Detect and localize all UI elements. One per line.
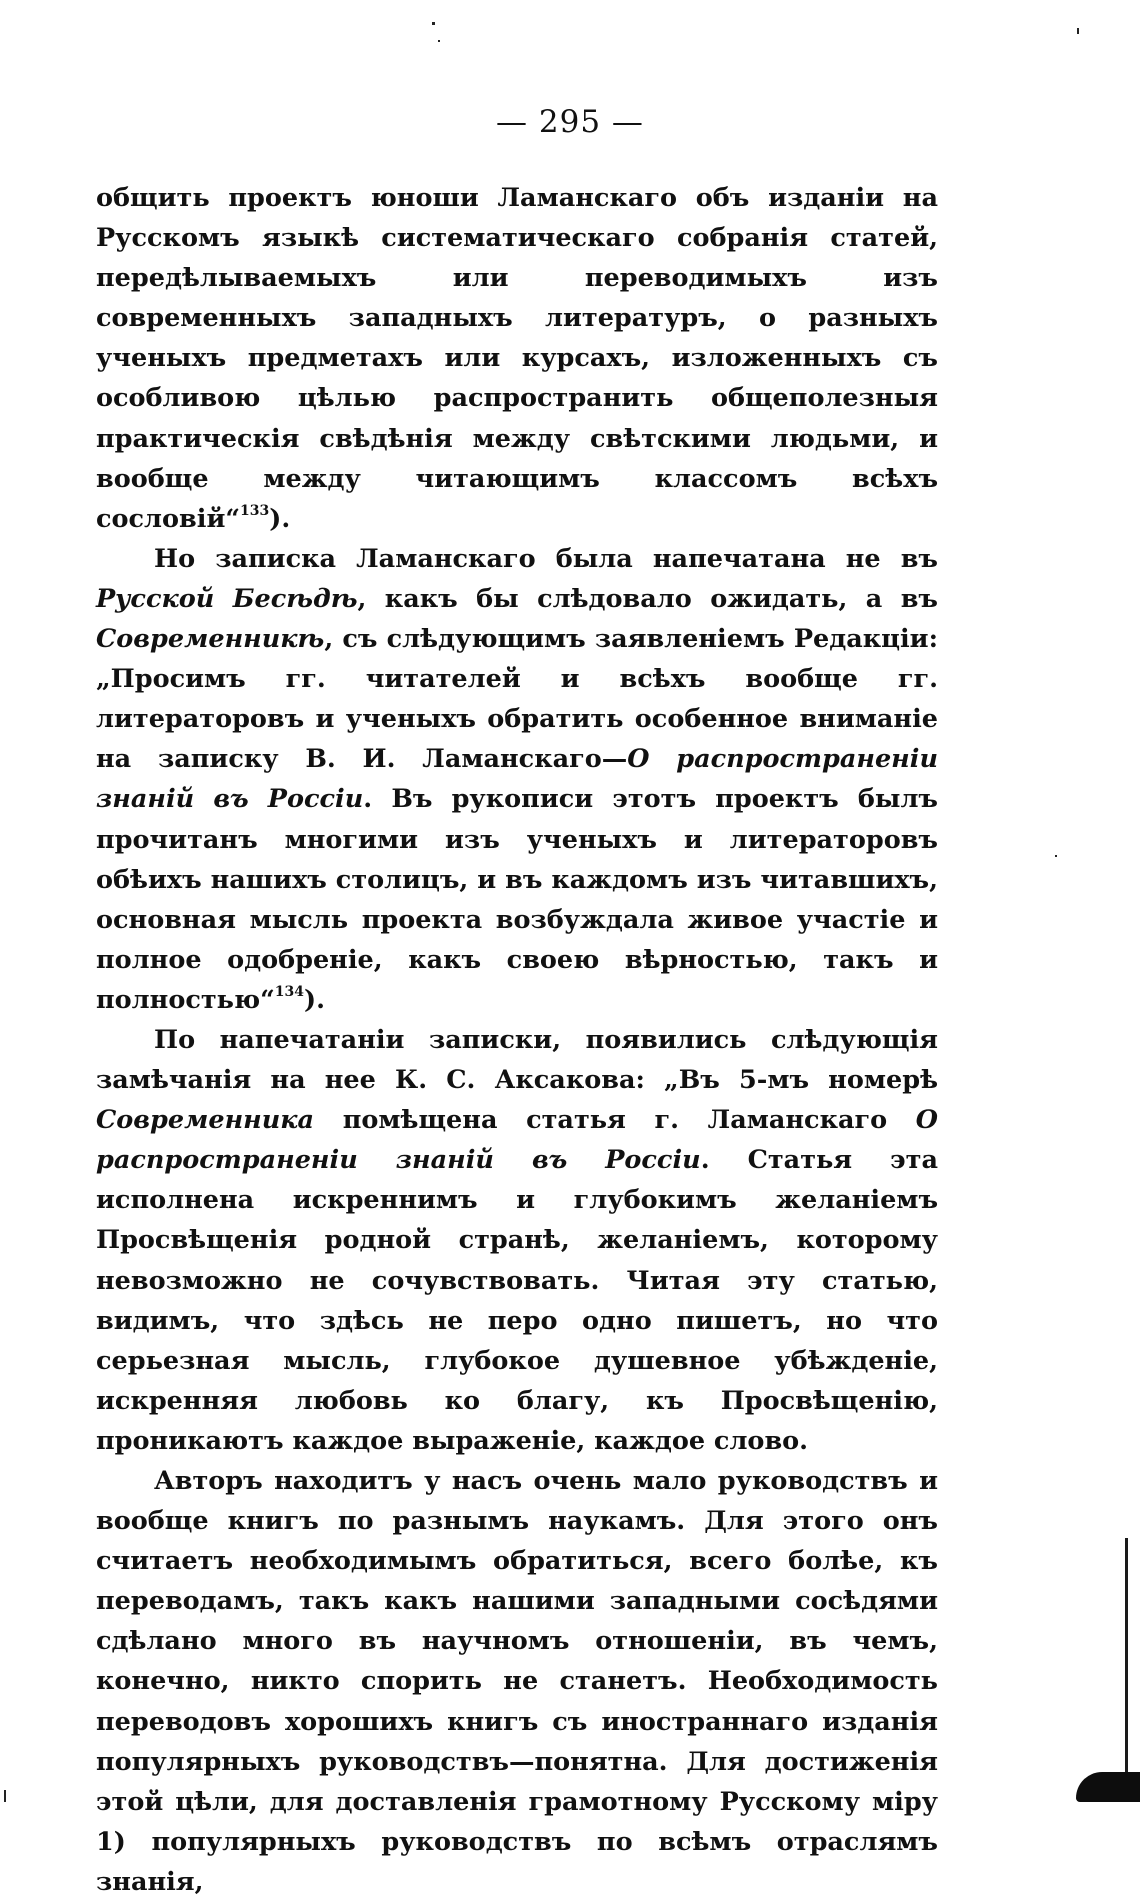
paragraph <box>96 539 938 1020</box>
scan-speck <box>1055 855 1057 857</box>
text-run: общить проектъ юноши Ламанскаго объ изданіи на Русскомъ языкѣ систематическаго собранія статей, передѣлываемыхъ или переводимыхъ изъ современныхъ западныхъ литературъ, о разныхъ ученыхъ предметахъ или курсахъ, изложенныхъ съ особливою цѣлью распространить общеполезныя практическія свѣдѣнія между свѣтскими людьми, и вообще между читающимъ классомъ всѣхъ сословій“ <box>96 183 938 534</box>
page-number: — 295 — <box>496 104 644 140</box>
scan-edge-mark <box>1076 1772 1140 1802</box>
text-run: Но записка Ламанскаго была напечатана не въ <box>154 543 938 574</box>
text-run: ). <box>269 503 291 534</box>
text-run: , какъ бы слѣдовало ожидать, а въ <box>357 583 938 614</box>
text-run: По напечатаніи записки, появились слѣдующія замѣчанія на нее К. С. Аксакова: „Въ 5-мъ номерѣ <box>96 1024 938 1096</box>
italic-title: Русской Бесѣдѣ <box>96 583 358 614</box>
scan-speck <box>1077 28 1079 34</box>
scan-speck <box>438 40 440 42</box>
text-run: . Въ рукописи этотъ проектъ былъ прочитанъ многими изъ ученыхъ и литераторовъ обѣихъ нашихъ столицъ, и въ каждомъ изъ читавшихъ, основная мысль проекта возбуждала живое участіе и полное одобреніе, какъ своею вѣрностью, такъ и полностью“ <box>96 784 938 1015</box>
scan-speck <box>4 1790 6 1802</box>
text-run: помѣщена статья г. Ламанскаго <box>314 1105 916 1136</box>
footnote-ref: 133 <box>240 502 270 519</box>
footnote-ref: 134 <box>274 983 305 1000</box>
paragraph <box>96 178 938 539</box>
scan-edge-line <box>1125 1538 1128 1798</box>
text-run: Авторъ находитъ у насъ очень мало руководствъ и вообще книгъ по разнымъ наукамъ. Для этого онъ считаетъ необходимымъ обратиться, всего болѣе, къ переводамъ, такъ какъ нашими западными сосѣдями сдѣлано много въ научномъ отношеніи, въ чемъ, конечно, никто спорить не станетъ. Необходимость переводовъ хорошихъ книгъ съ иностраннаго изданія популярныхъ руководствъ—понятна. Для достиженія этой цѣли, для доставленія грамотному Русскому міру 1) популярныхъ руководствъ по всѣмъ отраслямъ знанія, <box>96 1466 938 1897</box>
italic-title: О распространеніи знаній въ Россіи <box>96 744 939 815</box>
text-run: . Статья эта исполнена искреннимъ и глубокимъ желаніемъ Просвѣщенія родной странѣ, желаніемъ, которому невозможно не сочувствовать. Читая эту статью, видимъ, что здѣсь не перо одно пишетъ, но что серьезная мысль, глубокое душевное убѣжденіе, искренняя любовь ко благу, къ Просвѣщенію, проникаютъ каждое выраженіе, каждое слово. <box>96 1145 938 1456</box>
body-text <box>96 178 938 1902</box>
text-run: , съ слѣдующимъ заявленіемъ Редакціи: „Просимъ гг. читателей и всѣхъ вообще гг. литераторовъ и ученыхъ обратить особенное вниманіе на записку В. И. Ламанскаго— <box>96 624 938 775</box>
italic-title: О распространеніи знаній въ Россіи <box>96 1105 938 1176</box>
scan-speck <box>432 22 435 25</box>
paragraph <box>96 1461 938 1902</box>
paragraph <box>96 1020 938 1461</box>
italic-title: Современникѣ <box>96 624 325 655</box>
italic-title: Современника <box>96 1105 315 1136</box>
text-run: ). <box>304 984 325 1015</box>
